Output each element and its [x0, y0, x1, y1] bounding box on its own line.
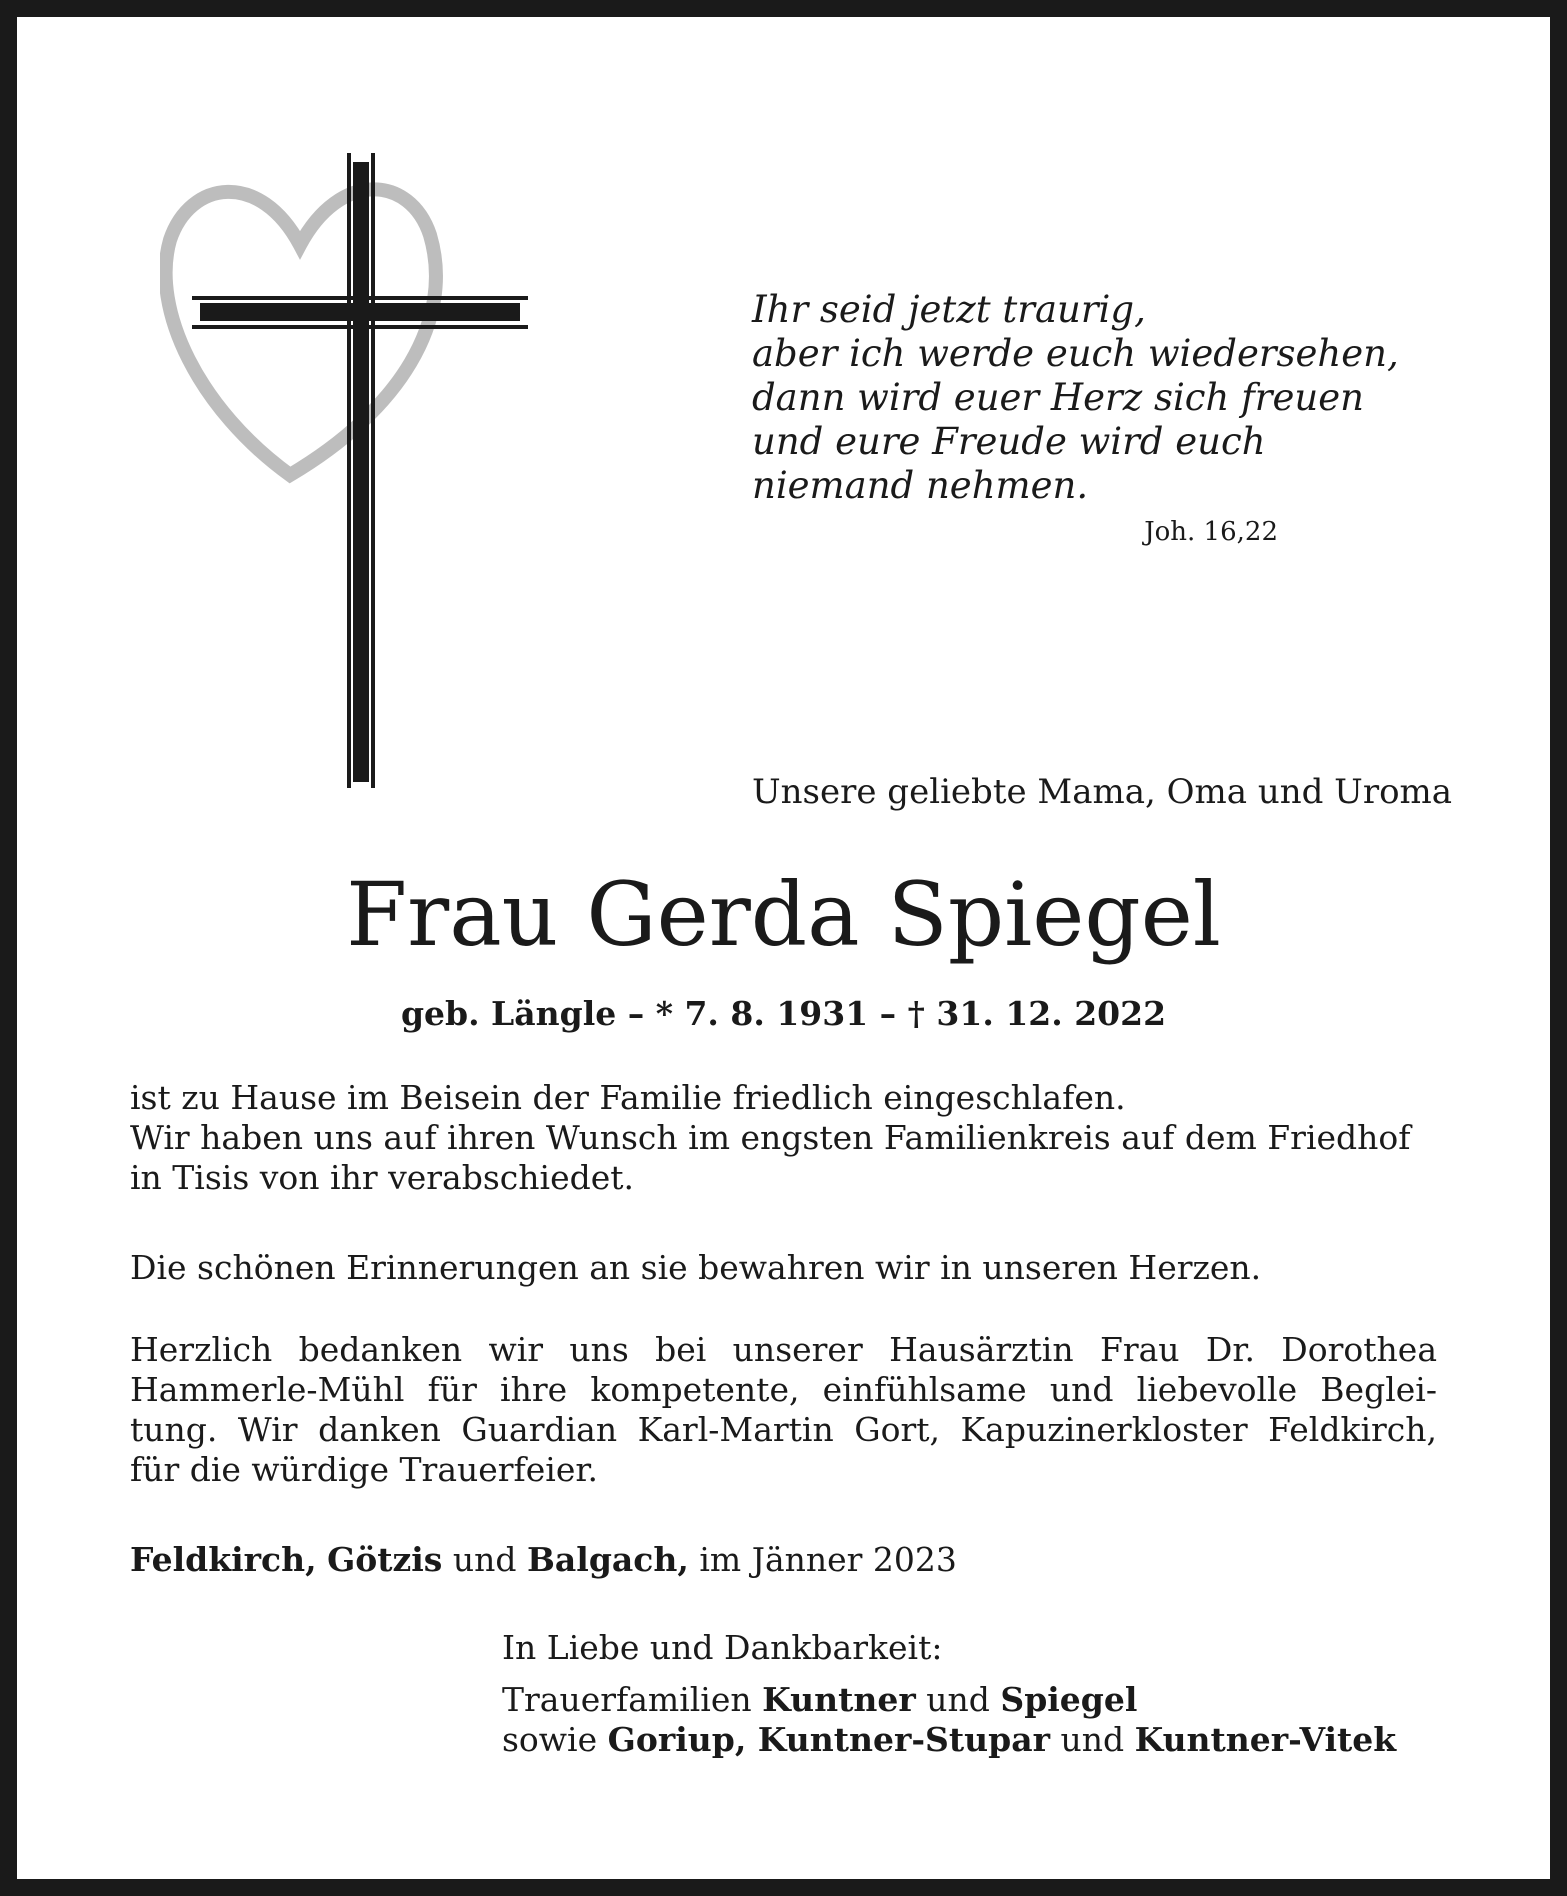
paragraph-thanks	[130, 1330, 1437, 1490]
date-text: im Jänner 2023	[699, 1540, 957, 1579]
paragraph-memories	[130, 1248, 1437, 1288]
paragraph-line: ist zu Hause im Beisein der Familie friedlich eingeschlafen.	[130, 1078, 1126, 1117]
paragraph-line: in Tisis von ihr verabschiedet.	[130, 1158, 635, 1197]
place-and-date	[130, 1540, 957, 1579]
place-feldkirch: Feldkirch,	[130, 1540, 317, 1579]
signature-block	[502, 1680, 1396, 1760]
family-goriup-kuntner-stupar: Goriup, Kuntner-Stupar	[607, 1720, 1050, 1759]
paragraph-announcement	[130, 1078, 1437, 1198]
family-kuntner-vitek: Kuntner-Vitek	[1134, 1720, 1397, 1759]
quote-line: aber ich werde euch wiedersehen,	[752, 332, 1399, 375]
signature-prefix: Trauerfamilien	[502, 1680, 752, 1719]
birth-death-dates: geb. Längle – * 7. 8. 1931 – † 31. 12. 2022	[400, 994, 1167, 1033]
cross-with-heart-icon	[160, 150, 540, 790]
paragraph-line: tung. Wir danken Guardian Karl-Martin Gort, Kapuzinerkloster Feldkirch,	[130, 1410, 1437, 1449]
closing-line: In Liebe und Dankbarkeit:	[502, 1628, 943, 1667]
paragraph-line: Hammerle-Mühl für ihre kompetente, einfühlsame und liebevolle Beglei-	[130, 1370, 1437, 1409]
and-word: und	[926, 1680, 990, 1719]
quote-line: und eure Freude wird euch	[752, 420, 1266, 463]
place-goetzis: Götzis	[327, 1540, 443, 1579]
family-kuntner: Kuntner	[762, 1680, 916, 1719]
quote-line: dann wird euer Herz sich freuen	[752, 376, 1364, 419]
and-word: und	[1060, 1720, 1125, 1759]
deceased-name: Frau Gerda Spiegel	[346, 863, 1221, 966]
paragraph-line: Herzlich bedanken wir uns bei unserer Hausärztin Frau Dr. Dorothea	[130, 1330, 1437, 1369]
signature-line-2	[502, 1720, 1396, 1760]
signature-prefix: sowie	[502, 1720, 598, 1759]
quote-line: niemand nehmen.	[752, 464, 1089, 507]
paragraph-line: für die würdige Trauerfeier.	[130, 1450, 599, 1489]
intro-line: Unsere geliebte Mama, Oma und Uroma	[752, 772, 1453, 812]
quote-reference: Joh. 16,22	[1144, 517, 1278, 547]
heart-outline-icon	[166, 189, 436, 475]
quote-line: Ihr seid jetzt traurig,	[752, 288, 1146, 331]
paragraph-line: Wir haben uns auf ihren Wunsch im engsten Familienkreis auf dem Friedhof	[130, 1118, 1411, 1157]
family-spiegel: Spiegel	[1000, 1680, 1138, 1719]
bible-quote	[752, 288, 1399, 508]
place-and-word: und	[452, 1540, 517, 1579]
signature-line-1	[502, 1680, 1396, 1720]
place-balgach: Balgach,	[527, 1540, 689, 1579]
paragraph-line: Die schönen Erinnerungen an sie bewahren wir in unseren Herzen.	[130, 1248, 1262, 1287]
